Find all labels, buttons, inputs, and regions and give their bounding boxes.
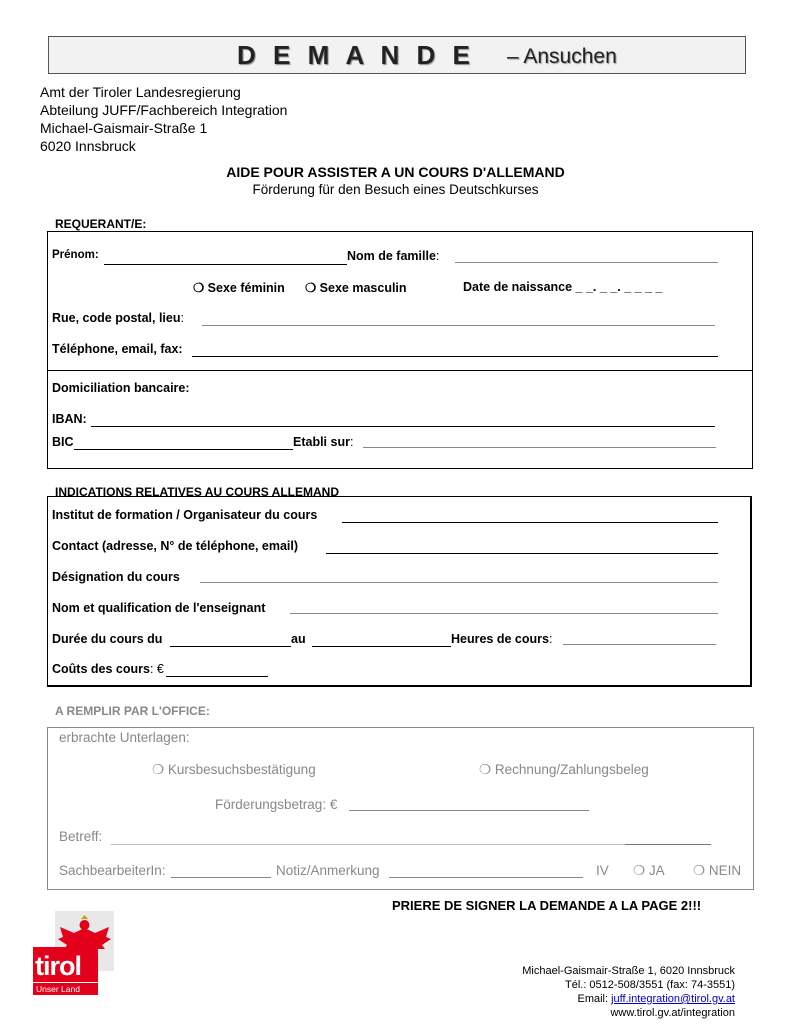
cours-box xyxy=(47,496,752,687)
logo-red-panel xyxy=(33,947,98,995)
etabli-label-text: Etabli sur xyxy=(293,435,350,449)
duree-to-field[interactable] xyxy=(312,646,451,647)
duree-label: Durée du cours du xyxy=(52,632,163,646)
rechnung-checkbox[interactable]: ❍ Rechnung/Zahlungsbeleg xyxy=(479,762,649,777)
footer-web: www.tirol.gv.at/integration xyxy=(610,1007,735,1019)
rue-label-text: Rue, code postal, lieu xyxy=(52,311,181,325)
notiz-field[interactable] xyxy=(389,877,583,878)
rue-field[interactable] xyxy=(202,325,715,326)
au-label: au xyxy=(291,632,306,646)
bic-label: BIC xyxy=(52,435,74,449)
title-banner xyxy=(48,36,746,74)
form-heading-fr: AIDE POUR ASSISTER A UN COURS D'ALLEMAND xyxy=(226,164,565,180)
prenom-label: Prénom: xyxy=(52,249,99,261)
nom-field[interactable] xyxy=(455,262,718,263)
email-label: Email: xyxy=(577,993,609,1005)
betrag-field[interactable] xyxy=(349,810,589,811)
bic-field[interactable] xyxy=(74,449,293,450)
enseignant-field[interactable] xyxy=(290,613,718,614)
authority-address-line-2: Abteilung JUFF/Fachbereich Integration xyxy=(40,102,288,118)
title-main: D E M A N D E xyxy=(237,40,475,70)
couts-field[interactable] xyxy=(166,676,268,677)
nom-label: Nom de famille: xyxy=(347,249,440,263)
notiz-label: Notiz/Anmerkung xyxy=(276,863,380,878)
email-link[interactable]: juff.integration@tirol.gv.at xyxy=(611,993,735,1005)
authority-address-line-1: Amt der Tiroler Landesregierung xyxy=(40,84,241,100)
enseignant-label: Nom et qualification de l'enseignant xyxy=(52,601,266,615)
institut-field[interactable] xyxy=(342,522,718,523)
logo-rule xyxy=(33,982,98,983)
betreff-field-end xyxy=(625,844,711,845)
duree-from-field[interactable] xyxy=(170,646,291,647)
sachbearbeiter-field[interactable] xyxy=(171,877,271,878)
betrag-label: Förderungsbetrag: € xyxy=(215,797,338,812)
authority-address-line-3: Michael-Gaismair-Straße 1 xyxy=(40,120,208,136)
iban-label: IBAN: xyxy=(52,412,87,426)
euro-sign: € xyxy=(156,662,164,676)
office-section-label: A REMPLIR PAR L'OFFICE: xyxy=(55,704,210,718)
etabli-field[interactable] xyxy=(363,447,716,448)
iban-field[interactable] xyxy=(91,426,715,427)
nein-checkbox[interactable]: ❍ NEIN xyxy=(693,863,742,878)
authority-address-line-4: 6020 Innsbruck xyxy=(40,138,136,154)
telephone-label: Téléphone, email, fax: xyxy=(52,342,183,356)
betreff-label: Betreff: xyxy=(59,829,103,844)
telephone-field[interactable] xyxy=(192,356,718,357)
form-heading-de: Förderung für den Besuch eines Deutschkurses xyxy=(252,182,539,197)
contact-label: Contact (adresse, N° de téléphone, email) xyxy=(52,539,299,553)
sexe-masculin-radio[interactable]: ❍ Sexe masculin xyxy=(305,281,407,295)
iv-label: IV xyxy=(596,863,609,878)
heures-label-text: Heures de cours xyxy=(451,632,549,646)
sachbearbeiter-label: SachbearbeiterIn: xyxy=(59,863,166,878)
date-naissance-field[interactable]: Date de naissance _ _. _ _. _ _ _ _ xyxy=(463,280,663,294)
unterlagen-label: erbrachte Unterlagen: xyxy=(59,730,190,745)
etabli-label: Etabli sur: xyxy=(293,435,354,449)
footer-email xyxy=(577,993,735,1005)
sexe-feminin-radio[interactable]: ❍ Sexe féminin xyxy=(193,281,285,295)
title-dash: – xyxy=(507,45,524,68)
requerant-divider xyxy=(47,370,752,371)
heures-field[interactable] xyxy=(563,644,716,645)
title-sub xyxy=(507,45,617,69)
nom-label-text: Nom de famille xyxy=(347,249,436,263)
couts-label-text: Coûts des cours xyxy=(52,662,150,676)
contact-field[interactable] xyxy=(326,553,718,554)
cours-section-label: INDICATIONS RELATIVES AU COURS ALLEMAND xyxy=(55,485,339,499)
title-sub-text: Ansuchen xyxy=(523,45,617,68)
logo-tagline: Unser Land xyxy=(36,984,80,994)
footer-tel: Tél.: 0512-508/3551 (fax: 74-3551) xyxy=(564,979,735,991)
logo-text: tirol xyxy=(35,951,81,981)
designation-field[interactable] xyxy=(200,582,718,583)
prenom-field[interactable] xyxy=(104,264,347,265)
rue-label: Rue, code postal, lieu: xyxy=(52,311,184,325)
domiciliation-label: Domiciliation bancaire: xyxy=(52,381,190,395)
ja-checkbox[interactable]: ❍ JA xyxy=(633,863,665,878)
tirol-logo xyxy=(33,911,114,995)
footer-address: Michael-Gaismair-Straße 1, 6020 Innsbruck xyxy=(522,965,735,977)
requerant-section-label: REQUERANT/E: xyxy=(55,217,147,231)
institut-label: Institut de formation / Organisateur du cours xyxy=(52,508,318,522)
betreff-field[interactable] xyxy=(111,844,711,845)
kursbesuch-checkbox[interactable]: ❍ Kursbesuchsbestätigung xyxy=(152,762,316,777)
designation-label: Désignation du cours xyxy=(52,570,180,584)
heures-label: Heures de cours: xyxy=(451,632,553,646)
sign-note: PRIERE DE SIGNER LA DEMANDE A LA PAGE 2!!! xyxy=(392,898,702,913)
couts-label: Coûts des cours: € xyxy=(52,662,164,676)
